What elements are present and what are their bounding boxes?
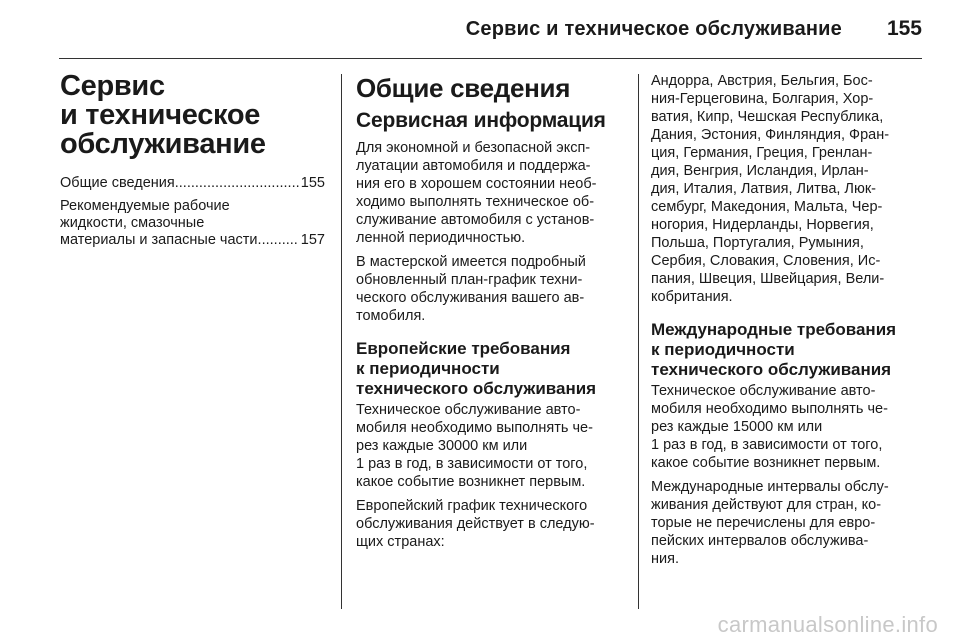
watermark: carmanualsonline.info (717, 612, 938, 637)
toc-entry-fluids[interactable] (60, 198, 325, 249)
european-countries-list: Андорра, Австрия, Бельгия, Бос- ния-Герцеговина, Болгария, Хор- ватия, Кипр, Чешская Республика, Дания, Эстония, Финляндия, Фран- ция, Германия, Греция, Гренлан- дия, Венгрия, Исландия, Ирлан- дия, Италия, Латвия, Литва, Люк- сембург, Македония, Мальта, Чер- ногория, Нидерланды, Норвегия, Польша, Португалия, Румыния, Сербия, Словакия, Словения, Ис- пания, Швеция, Швейцария, Вели- кобритания. (651, 73, 890, 305)
running-title: Сервис и техническое обслуживание (465, 18, 842, 40)
chapter-title-line: обслуживание (60, 128, 266, 160)
paragraph: Техническое обслуживание авто- мобиля необходимо выполнять че- рез каждые 15000 км или 1 раз в год, в зависимости от того, какое событие возникнет первым. (651, 383, 888, 471)
toc-entry-page: 155 (300, 175, 325, 191)
general-column (356, 72, 626, 557)
toc-leader-dots (258, 232, 299, 249)
toc-entry-label: Общие сведения (60, 175, 175, 191)
column-divider-2 (638, 74, 639, 609)
chapter-title-line: и техническое (60, 99, 261, 131)
paragraph: Для экономной и безопасной эксп- луатации автомобиля и поддержа- ния его в хорошем состоянии необ- ходимо выполнять техническое об- служивание автомобиля с установ- ленной периодичностью. (356, 140, 597, 246)
european-requirements-heading: Европейские требования к периодичности технического обслуживания (356, 339, 597, 398)
international-requirements-heading: Международные требования к периодичности технического обслуживания (651, 320, 897, 379)
paragraph: В мастерской имеется подробный обновленный план-график техни- ческого обслуживания вашего ав- томобиля. (356, 254, 586, 324)
service-info-heading: Сервисная информация (356, 109, 606, 132)
header-rule (59, 58, 922, 59)
column-divider-1 (341, 74, 342, 609)
toc-leader-dots (175, 175, 299, 192)
running-header (0, 12, 960, 46)
page-number: 155 (886, 17, 922, 40)
chapter-title (60, 72, 325, 159)
toc-entry-label: материалы и запасные части (60, 232, 258, 248)
toc-entry-label: Рекомендуемые рабочие (60, 198, 230, 214)
paragraph: Европейский график технического обслуживания действует в следую- щих странах: (356, 498, 595, 550)
toc-entry-label: жидкости, смазочные (60, 215, 205, 231)
paragraph: Техническое обслуживание авто- мобиля необходимо выполнять че- рез каждые 30000 км или 1 раз в год, в зависимости от того, какое событие возникнет первым. (356, 402, 593, 490)
paragraph: Международные интервалы обслу- живания действуют для стран, ко- торые не перечислены для евро- пейских интервалов обслужива- ния. (651, 479, 889, 567)
chapter-column (60, 72, 325, 255)
chapter-title-line: Сервис (60, 70, 165, 102)
toc-entry-general[interactable] (60, 175, 325, 192)
countries-column (651, 72, 923, 574)
toc-entry-page: 157 (300, 232, 325, 248)
section-title: Общие сведения (356, 73, 571, 103)
